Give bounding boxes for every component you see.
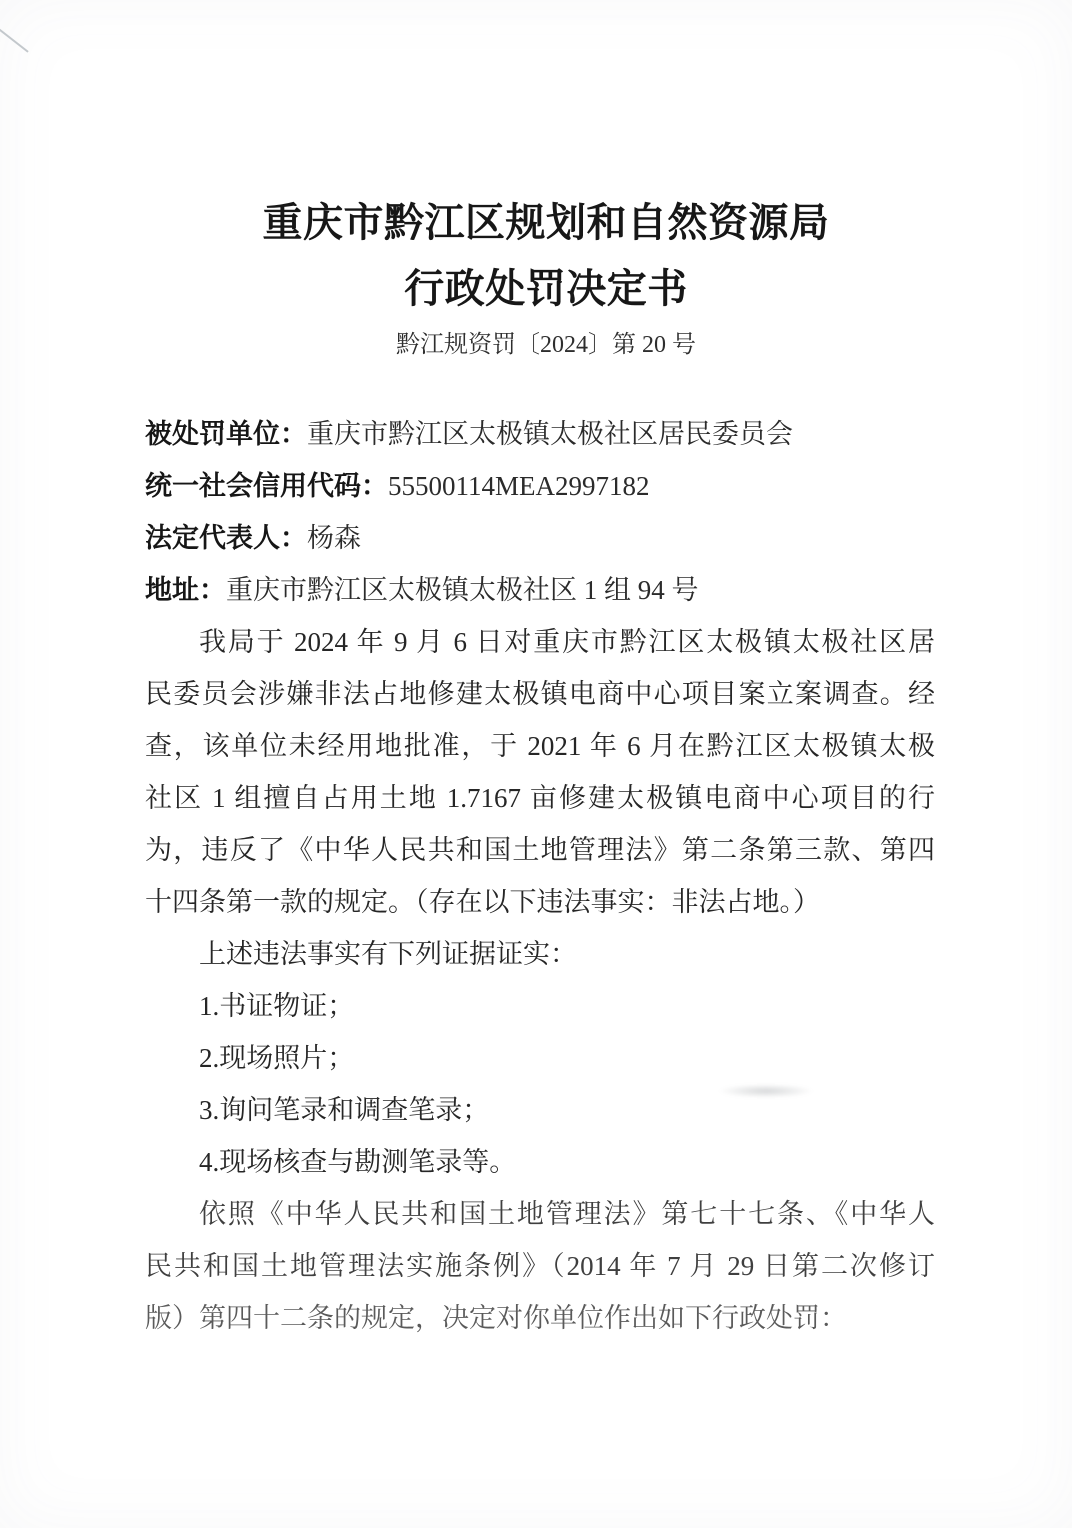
body-line: 我局于 2024 年 9 月 6 日对重庆市黔江区太极镇太极社区居 — [199, 627, 935, 657]
document-number: 黔江规资罚〔2024〕第 20 号 — [396, 332, 696, 358]
document-title-line2: 行政处罚决定书 — [404, 266, 688, 311]
party-info-section — [145, 408, 935, 616]
document-title-line1: 重庆市黔江区规划和自然资源局 — [262, 200, 830, 245]
field-row-penalized-unit — [145, 408, 935, 460]
field-value: 杨森 — [307, 523, 361, 553]
field-label: 法定代表人： — [145, 523, 307, 553]
field-label: 地址： — [145, 575, 226, 605]
field-row-address — [145, 564, 935, 616]
body-line: 版）第四十二条的规定，决定对你单位作出如下行政处罚： — [145, 1303, 847, 1333]
field-row-legal-representative — [145, 512, 935, 564]
body-line: 十四条第一款的规定。（存在以下违法事实：非法占地。） — [145, 887, 820, 917]
field-label: 被处罚单位： — [145, 419, 307, 449]
field-value: 55500114MEA2997182 — [388, 471, 650, 501]
body-line: 民委员会涉嫌非法占地修建太极镇电商中心项目案立案调查。经 — [145, 679, 935, 709]
body-line: 查，该单位未经用地批准，于 2021 年 6 月在黔江区太极镇太极 — [145, 731, 935, 761]
body-line: 民共和国土地管理法实施条例》（2014 年 7 月 29 日第二次修订 — [145, 1251, 935, 1281]
evidence-item: 4.现场核查与勘测笔录等。 — [199, 1147, 517, 1177]
evidence-item: 3.询问笔录和调查笔录； — [199, 1095, 490, 1125]
scan-smudge — [718, 1084, 814, 1098]
document-header — [151, 0, 941, 368]
field-value: 重庆市黔江区太极镇太极社区 1 组 94 号 — [226, 575, 699, 605]
evidence-item: 1.书证物证； — [199, 991, 355, 1021]
field-row-credit-code — [145, 460, 935, 512]
body-line: 社区 1 组擅自占用土地 1.7167 亩修建太极镇电商中心项目的行 — [145, 783, 935, 813]
evidence-item: 2.现场照片； — [199, 1043, 355, 1073]
document-content — [145, 0, 935, 1344]
evidence-intro-line: 上述违法事实有下列证据证实： — [199, 939, 577, 969]
body-line: 依照《中华人民共和国土地管理法》第七十七条、《中华人 — [199, 1199, 935, 1229]
document-body — [145, 616, 935, 1344]
body-line: 为，违反了《中华人民共和国土地管理法》第二条第三款、第四 — [145, 835, 935, 865]
scan-artifact-line — [0, 24, 29, 53]
field-label: 统一社会信用代码： — [145, 471, 388, 501]
field-value: 重庆市黔江区太极镇太极社区居民委员会 — [307, 419, 793, 449]
